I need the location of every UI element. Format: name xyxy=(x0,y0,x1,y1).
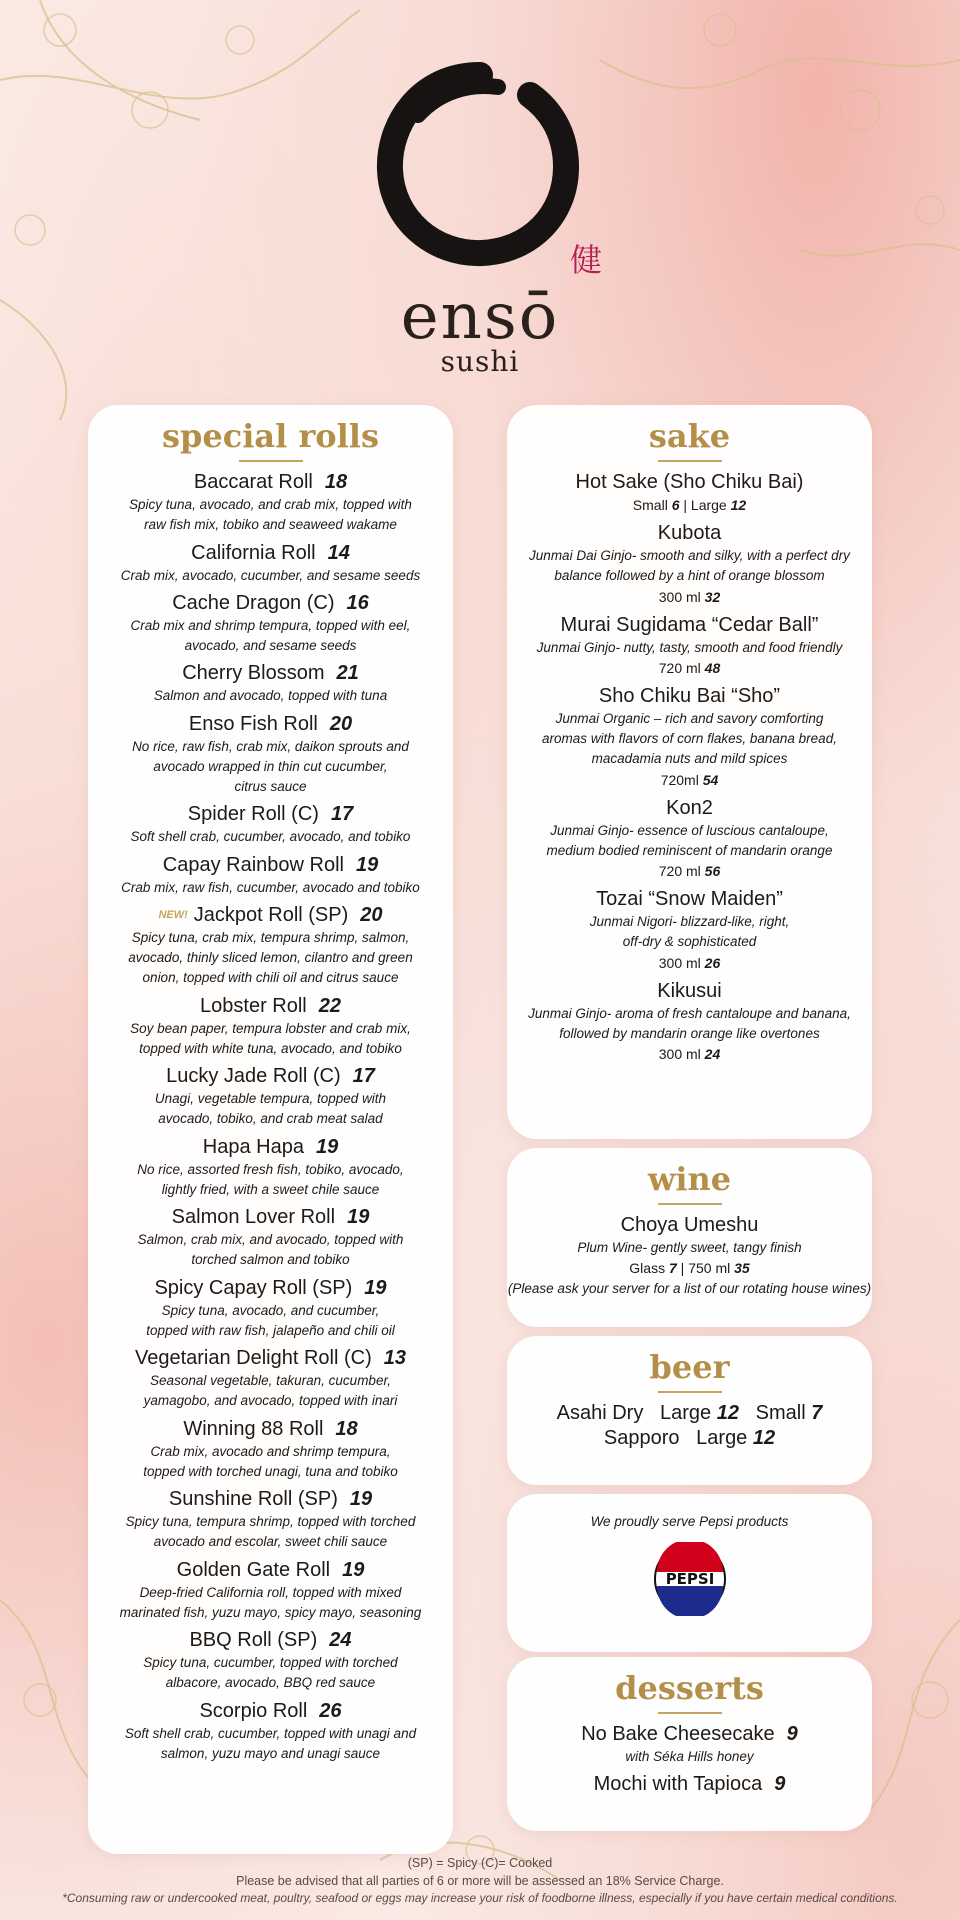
roll-name xyxy=(88,802,453,827)
roll-price: 18 xyxy=(335,1417,358,1440)
dessert-item xyxy=(507,1722,872,1767)
roll-price: 19 xyxy=(364,1276,387,1299)
sake-item xyxy=(507,979,872,1066)
price-part: 720 ml xyxy=(658,659,705,676)
price-part: 32 xyxy=(704,588,721,605)
roll-description: Unagi, vegetable tempura, topped with xyxy=(154,1091,387,1107)
roll-item xyxy=(88,1558,453,1624)
sake-name: Sho Chiku Bai “Sho” xyxy=(598,684,781,707)
sake-description: off-dry & sophisticated xyxy=(622,934,757,950)
pepsi-text: We proudly serve Pepsi products xyxy=(590,1514,789,1529)
roll-item xyxy=(88,1064,453,1130)
roll-description: Salmon and avocado, topped with tuna xyxy=(153,688,388,704)
roll-description: albacore, avocado, BBQ red sauce xyxy=(165,1675,376,1691)
roll-description: Soft shell crab, cucumber, topped with unagi and xyxy=(124,1725,417,1741)
roll-price: 13 xyxy=(383,1347,407,1370)
roll-title: California Roll xyxy=(191,541,316,564)
roll-description: No rice, assorted fresh fish, tobiko, avocado, xyxy=(137,1161,404,1177)
roll-name xyxy=(88,1346,453,1371)
roll-description: Spicy tuna, crab mix, tempura shrimp, salmon, xyxy=(131,929,410,945)
roll-description: citrus sauce xyxy=(234,779,307,795)
roll-title: Capay Rainbow Roll xyxy=(162,853,344,876)
roll-name xyxy=(88,1064,453,1089)
sake-description: balance followed by a hint of orange blossom xyxy=(554,568,825,584)
sake-name: Hot Sake (Sho Chiku Bai) xyxy=(575,471,804,494)
roll-name xyxy=(88,591,453,616)
roll-description: avocado and escolar, sweet chili sauce xyxy=(153,1534,388,1550)
roll-item xyxy=(88,1487,453,1553)
beer-card xyxy=(507,1336,872,1485)
roll-description: No rice, raw fish, crab mix, daikon sprouts and xyxy=(132,738,409,754)
sake-description: aromas with flavors of corn flakes, banana bread, xyxy=(542,731,837,747)
heading-divider xyxy=(658,1203,722,1205)
heading-divider xyxy=(658,1391,722,1393)
roll-item xyxy=(88,903,453,989)
roll-item xyxy=(88,712,453,798)
roll-title: Scorpio Roll xyxy=(199,1699,308,1722)
sake-name: Tozai “Snow Maiden” xyxy=(596,888,783,911)
roll-description: Crab mix, raw fish, cucumber, avocado and tobiko xyxy=(121,879,420,895)
roll-name xyxy=(88,1699,453,1724)
roll-title: Hapa Hapa xyxy=(202,1135,304,1158)
roll-title: Lobster Roll xyxy=(200,994,307,1017)
desserts-heading: desserts xyxy=(615,1669,764,1707)
roll-name xyxy=(88,470,453,495)
sake-item xyxy=(507,521,872,608)
wine-card xyxy=(507,1148,872,1327)
sake-item xyxy=(507,887,872,974)
roll-name xyxy=(88,1276,453,1301)
special-rolls-card xyxy=(88,405,453,1854)
sake-price xyxy=(507,953,872,974)
roll-description: Spicy tuna, cucumber, topped with torched xyxy=(143,1655,398,1671)
price-part: 300 ml xyxy=(658,588,705,605)
roll-item xyxy=(88,853,453,898)
roll-item xyxy=(88,802,453,847)
sake-item xyxy=(507,796,872,883)
sake-price xyxy=(507,861,872,882)
price-part: 56 xyxy=(704,863,721,880)
sake-description: Junmai Ginjo- nutty, tasty, smooth and food friendly xyxy=(536,639,843,655)
sake-description: Junmai Ginjo- essence of luscious cantaloupe, xyxy=(550,822,829,838)
roll-description: lightly fried, with a sweet chile sauce xyxy=(161,1181,380,1197)
sake-description: medium bodied reminiscent of mandarin orange xyxy=(546,842,833,858)
roll-name xyxy=(88,853,453,878)
roll-description: Crab mix, avocado and shrimp tempura, xyxy=(150,1443,391,1459)
roll-description: Soy bean paper, tempura lobster and crab mix, xyxy=(130,1020,411,1036)
wine-heading: wine xyxy=(647,1160,732,1198)
footer-legend: (SP) = Spicy (C)= Cooked xyxy=(407,1856,553,1870)
sake-description: Junmai Ginjo- aroma of fresh cantaloupe and banana, xyxy=(528,1005,851,1021)
dessert-price: 9 xyxy=(774,1773,786,1796)
sake-card xyxy=(507,405,872,1139)
roll-name xyxy=(88,1628,453,1653)
dessert-name xyxy=(507,1722,872,1747)
roll-description: Crab mix, avocado, cucumber, and sesame seeds xyxy=(120,567,421,583)
sake-price xyxy=(507,770,872,791)
roll-item xyxy=(88,1135,453,1201)
sake-description: Junmai Nigori- blizzard-like, right, xyxy=(589,914,790,930)
roll-description: torched salmon and tobiko xyxy=(191,1252,350,1268)
dessert-item xyxy=(507,1772,872,1797)
roll-description: yamagobo, and avocado, topped with inari xyxy=(143,1393,398,1409)
roll-item xyxy=(88,1417,453,1483)
price-part: 12 xyxy=(730,497,747,514)
dessert-name xyxy=(507,1772,872,1797)
roll-title: Winning 88 Roll xyxy=(183,1417,324,1440)
kanji-mark: 健 xyxy=(570,241,603,279)
sake-item xyxy=(507,470,872,516)
beer-sapporo: Sapporo Large 12 xyxy=(603,1427,776,1450)
dessert-description: with Séka Hills honey xyxy=(625,1749,754,1765)
roll-name xyxy=(88,994,453,1019)
roll-description: raw fish mix, tobiko and seaweed wakame xyxy=(144,517,397,533)
wine-price: Glass 7 | 750 ml 35 xyxy=(629,1260,750,1277)
price-part: 48 xyxy=(704,659,721,676)
price-part: 6 xyxy=(671,497,680,514)
heading-divider xyxy=(658,1712,722,1714)
roll-name xyxy=(88,1417,453,1442)
roll-title: Spicy Capay Roll (SP) xyxy=(154,1276,353,1299)
pepsi-logo-icon xyxy=(653,1542,727,1616)
sake-price xyxy=(507,1044,872,1065)
roll-item xyxy=(88,661,453,706)
dessert-title: Mochi with Tapioca xyxy=(593,1773,763,1796)
special-rolls-heading: special rolls xyxy=(162,417,379,455)
dessert-price: 9 xyxy=(786,1723,798,1746)
roll-description: Spicy tuna, avocado, and crab mix, topped with xyxy=(129,497,412,513)
sake-description: Junmai Organic – rich and savory comforting xyxy=(555,710,824,726)
roll-description: marinated fish, yuzu mayo, spicy mayo, seasoning xyxy=(119,1604,422,1620)
dessert-title: No Bake Cheesecake xyxy=(581,1723,775,1746)
price-part: 24 xyxy=(704,1046,721,1063)
roll-item xyxy=(88,470,453,536)
roll-price: 17 xyxy=(330,803,354,826)
sake-price xyxy=(507,658,872,679)
roll-title: Jackpot Roll (SP) xyxy=(193,903,349,926)
roll-price: 16 xyxy=(346,591,369,614)
footer-service-charge: Please be advised that all parties of 6 or more will be assessed an 18% Service Charge. xyxy=(236,1874,724,1888)
heading-divider xyxy=(239,460,303,462)
roll-description: avocado, tobiko, and crab meat salad xyxy=(158,1111,383,1127)
sake-item xyxy=(507,613,872,679)
roll-item xyxy=(88,1699,453,1765)
desserts-card xyxy=(507,1657,872,1831)
roll-description: Soft shell crab, cucumber, avocado, and tobiko xyxy=(130,829,411,845)
roll-description: Salmon, crab mix, and avocado, topped with xyxy=(137,1232,404,1248)
sake-name: Kikusui xyxy=(657,979,722,1002)
sake-name: Kon2 xyxy=(666,796,713,819)
roll-description: Spicy tuna, tempura shrimp, topped with torched xyxy=(125,1514,416,1530)
price-part: 26 xyxy=(704,954,721,971)
roll-description: avocado wrapped in thin cut cucumber, xyxy=(153,758,388,774)
roll-description: Spicy tuna, avocado, and cucumber, xyxy=(161,1302,380,1318)
new-badge: NEW! xyxy=(158,908,188,921)
roll-description: salmon, yuzu mayo and unagi sauce xyxy=(160,1745,381,1761)
sake-item xyxy=(507,684,872,791)
beer-heading: beer xyxy=(649,1348,730,1386)
beer-asahi: Asahi Dry Large 12 Small 7 xyxy=(556,1402,823,1425)
roll-price: 19 xyxy=(347,1206,370,1229)
roll-name xyxy=(88,541,453,566)
roll-title: Salmon Lover Roll xyxy=(171,1206,336,1229)
roll-title: Enso Fish Roll xyxy=(188,712,318,735)
wine-desc: Plum Wine- gently sweet, tangy finish xyxy=(577,1240,802,1256)
roll-title: Cache Dragon (C) xyxy=(172,591,335,614)
price-part: 720 ml xyxy=(658,863,705,880)
roll-title: Lucky Jade Roll (C) xyxy=(166,1065,341,1088)
roll-price: 21 xyxy=(336,662,359,685)
roll-description: Seasonal vegetable, takuran, cucumber, xyxy=(150,1373,391,1389)
pepsi-card xyxy=(507,1494,872,1652)
roll-name xyxy=(88,661,453,686)
footer-health-warning: *Consuming raw or undercooked meat, poultry, seafood or eggs may increase your risk of foodborne illness, especially if you have certain medical conditions. xyxy=(62,1891,898,1905)
roll-price: 24 xyxy=(329,1629,352,1652)
roll-name xyxy=(88,712,453,737)
sake-name: Kubota xyxy=(657,522,722,545)
roll-title: BBQ Roll (SP) xyxy=(189,1629,318,1652)
brand-subtitle: sushi xyxy=(440,345,520,378)
roll-price: 18 xyxy=(324,471,348,494)
roll-price: 17 xyxy=(352,1065,375,1088)
sake-description: followed by mandarin orange like overtones xyxy=(559,1025,820,1041)
roll-name xyxy=(88,1558,453,1583)
enso-logo xyxy=(330,55,630,378)
roll-description: topped with torched unagi, tuna and tobiko xyxy=(143,1463,398,1479)
roll-description: topped with raw fish, jalapeño and chili oil xyxy=(146,1322,395,1338)
sake-name: Murai Sugidama “Cedar Ball” xyxy=(560,613,819,636)
roll-price: 22 xyxy=(318,994,341,1017)
sake-description: Junmai Dai Ginjo- smooth and silky, with a perfect dry xyxy=(529,548,850,564)
wine-name: Choya Umeshu xyxy=(620,1214,759,1237)
enso-circle-icon xyxy=(370,55,590,275)
roll-price: 19 xyxy=(355,853,379,876)
roll-item xyxy=(88,1205,453,1271)
roll-description: avocado, and sesame seeds xyxy=(184,638,357,654)
sake-heading: sake xyxy=(648,417,731,455)
price-part: 720ml xyxy=(660,771,703,788)
sake-description: macadamia nuts and mild spices xyxy=(591,751,788,767)
roll-title: Baccarat Roll xyxy=(193,471,313,494)
wine-note: (Please ask your server for a list of our rotating house wines) xyxy=(507,1281,872,1297)
roll-item xyxy=(88,1276,453,1342)
roll-item xyxy=(88,591,453,657)
price-part: 54 xyxy=(702,771,719,788)
price-part: 300 ml xyxy=(658,1046,705,1063)
roll-item xyxy=(88,1628,453,1694)
roll-item xyxy=(88,541,453,586)
roll-price: 20 xyxy=(329,712,353,735)
sake-price xyxy=(507,587,872,608)
price-part: Small xyxy=(632,497,672,514)
sake-price xyxy=(507,495,872,516)
roll-title: Vegetarian Delight Roll (C) xyxy=(134,1347,372,1370)
heading-divider xyxy=(658,460,722,462)
roll-description: avocado, thinly sliced lemon, cilantro and green xyxy=(128,950,413,966)
roll-name xyxy=(88,1205,453,1230)
roll-title: Spider Roll (C) xyxy=(187,803,319,826)
roll-description: Crab mix and shrimp tempura, topped with eel, xyxy=(130,617,411,633)
svg-text:PEPSI: PEPSI xyxy=(665,1570,714,1589)
roll-title: Golden Gate Roll xyxy=(176,1558,331,1581)
roll-title: Sunshine Roll (SP) xyxy=(168,1488,338,1511)
sake-list xyxy=(507,470,872,1065)
roll-name xyxy=(88,1135,453,1160)
roll-price: 19 xyxy=(342,1558,365,1581)
roll-description: topped with white tuna, avocado, and tobiko xyxy=(139,1040,402,1056)
roll-price: 19 xyxy=(349,1488,373,1511)
price-part: 300 ml xyxy=(658,954,705,971)
roll-price: 26 xyxy=(319,1699,342,1722)
roll-description: Deep-fried California roll, topped with mixed xyxy=(139,1584,402,1600)
price-part: | Large xyxy=(679,497,731,514)
roll-description: onion, topped with chili oil and citrus sauce xyxy=(142,970,399,986)
desserts-list xyxy=(507,1722,872,1797)
roll-name xyxy=(88,1487,453,1512)
roll-price: 20 xyxy=(360,903,383,926)
roll-item xyxy=(88,994,453,1060)
roll-name xyxy=(88,903,453,928)
roll-item xyxy=(88,1346,453,1412)
roll-title: Cherry Blossom xyxy=(182,662,325,685)
roll-price: 14 xyxy=(327,541,350,564)
roll-price: 19 xyxy=(315,1135,339,1158)
brand-name: ensō xyxy=(400,280,560,354)
rolls-list xyxy=(88,470,453,1764)
